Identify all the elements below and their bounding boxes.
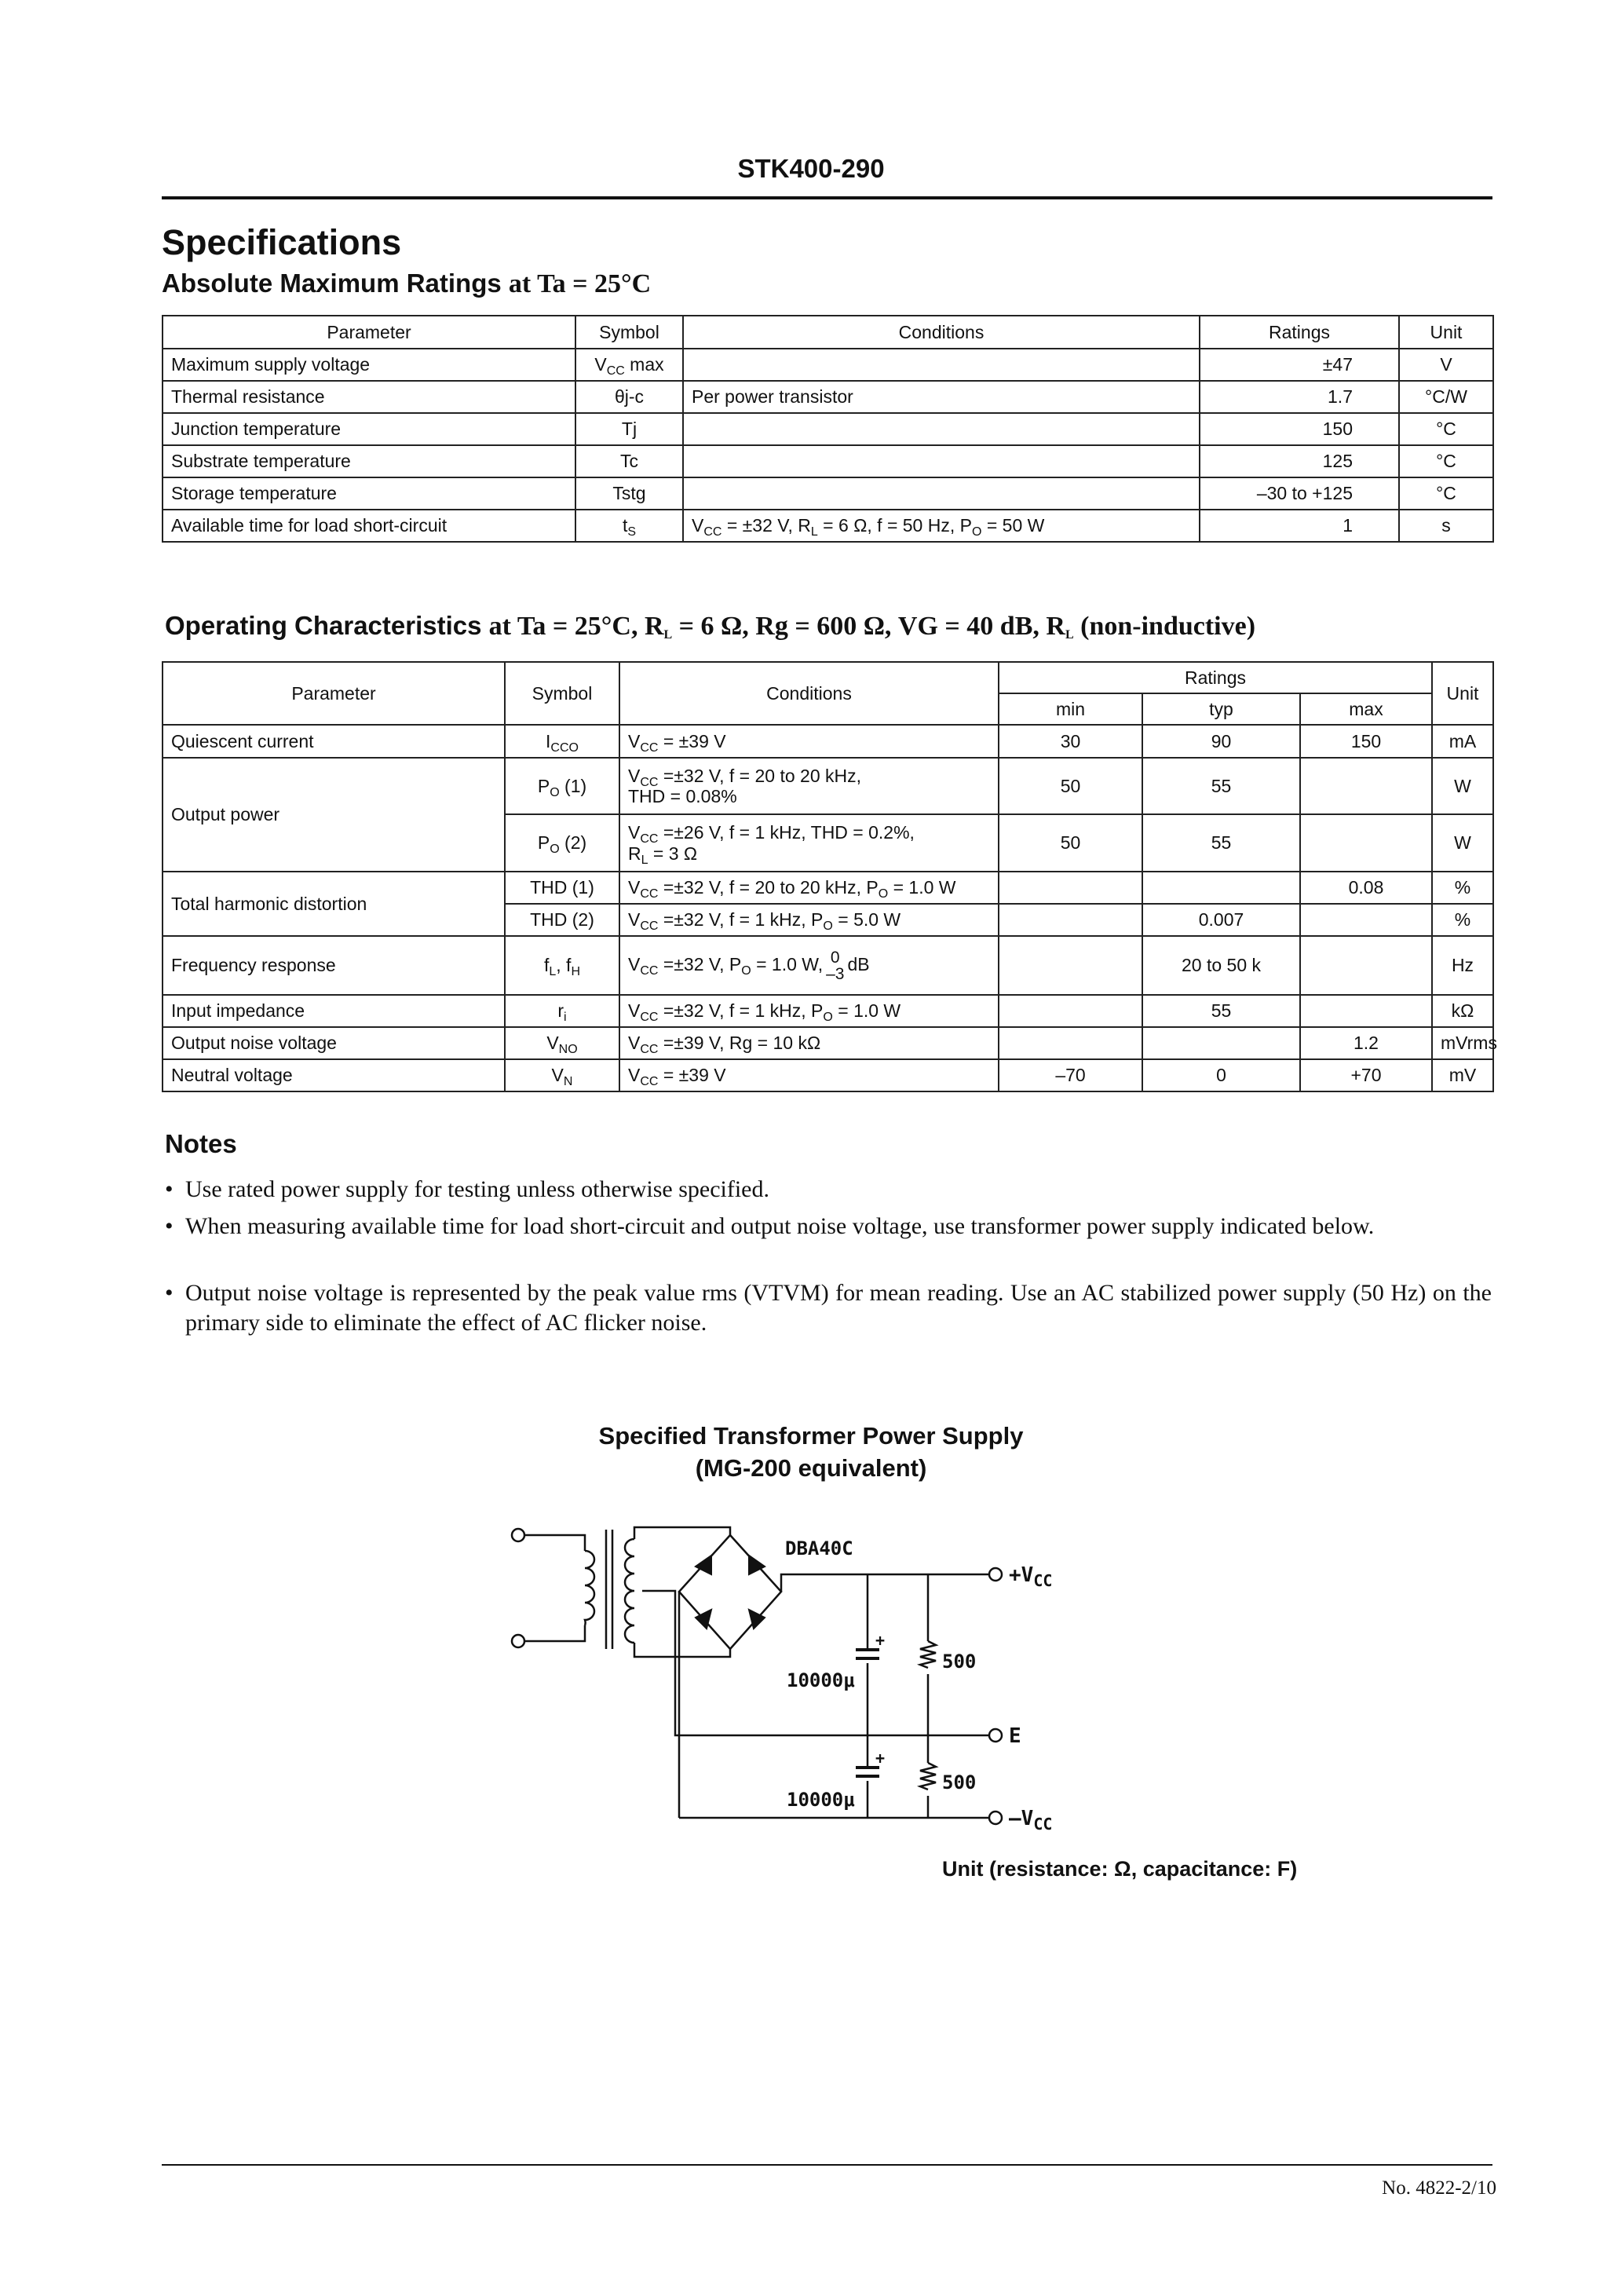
unit-cell: kΩ [1432, 995, 1493, 1027]
min-cell [999, 936, 1142, 995]
table-row [163, 349, 1493, 381]
positive-supply-label: $+V_{CC}$ [1009, 1563, 1053, 1590]
condition-cell: Per power transistor [683, 381, 1200, 413]
table-row [163, 995, 1493, 1027]
table-row [163, 725, 1493, 758]
typ-cell [1142, 1027, 1300, 1059]
tolerance-fraction: 0 –3 [826, 948, 845, 983]
rating-cell: 125 [1200, 445, 1399, 477]
min-cell: 50 [999, 758, 1142, 814]
typ-cell: 0 [1142, 1059, 1300, 1091]
max-cell [1300, 995, 1432, 1027]
max-cell [1300, 814, 1432, 872]
condition-cell: $V_{CC} =\pm 26$ V, f = 1 kHz, THD = 0.2%, $R_L = 3$ Ω [619, 814, 999, 872]
condition-cell: $V_{CC} =\pm 32$ V, $P_O = 1.0$ W, 0 –3 dB [619, 936, 999, 995]
resistor-icon [920, 1641, 936, 1668]
min-cell [999, 1027, 1142, 1059]
operating-heading: Operating Characteristics at Ta = 25°C, $R_L = 6$ Ω, Rg = 600 Ω, VG = 40 dB, $R_L$ (non-inductive) [165, 611, 1256, 642]
typ-cell [1142, 872, 1300, 904]
bridge-rectifier [679, 1535, 781, 1649]
min-cell [999, 995, 1142, 1027]
wire [524, 1625, 585, 1641]
center-tap-wire [642, 1591, 928, 1735]
bullet: • [165, 1280, 174, 1306]
col-header: Unit [1432, 662, 1493, 725]
resistor-icon [920, 1763, 936, 1790]
param-cell: Available time for load short-circuit [163, 510, 575, 542]
bullet: • [165, 1213, 174, 1239]
col-header: Parameter [163, 316, 575, 349]
notes-title: Notes [165, 1129, 237, 1158]
capacitor-polarity: + [875, 1749, 886, 1768]
document-part-number: STK400-290 [737, 154, 885, 183]
table-row [163, 445, 1493, 477]
condition-cell [683, 445, 1200, 477]
primary-coil [585, 1551, 594, 1625]
condition-cell: $V_{CC} =\pm 39$ V, Rg = 10 kΩ [619, 1027, 999, 1059]
param-cell: Storage temperature [163, 477, 575, 510]
output-terminal [989, 1568, 1002, 1581]
symbol-cell: Tc [575, 445, 683, 477]
transformer-power-supply-schematic [471, 1492, 1178, 1837]
condition-cell [683, 477, 1200, 510]
condition-cell: $V_{CC} = \pm 32$ V, $R_L = 6$ Ω, f = 50 Hz, $P_O = 50$ W [683, 510, 1200, 542]
col-header: typ [1142, 693, 1300, 725]
output-terminal [989, 1729, 1002, 1742]
footer-rule [162, 2164, 1492, 2166]
table-row [163, 477, 1493, 510]
unit-cell: % [1432, 904, 1493, 936]
col-header: Conditions [683, 316, 1200, 349]
col-header: min [999, 693, 1142, 725]
condition-cell: $V_{CC} = \pm 39$ V [619, 1059, 999, 1091]
unit-cell: mV [1432, 1059, 1493, 1091]
typ-cell: 55 [1142, 814, 1300, 872]
capacitor-polarity: + [875, 1631, 886, 1650]
condition-cell [683, 349, 1200, 381]
symbol-cell: $I_{CCO}$ [505, 725, 619, 758]
param-cell: Thermal resistance [163, 381, 575, 413]
condition-cell: $V_{CC} =\pm 32$ V, f = 1 kHz, $P_O = 5.0$ W [619, 904, 999, 936]
rating-cell: 1 [1200, 510, 1399, 542]
unit-cell: s [1399, 510, 1493, 542]
secondary-coil [625, 1539, 634, 1643]
wire [634, 1643, 730, 1657]
table-row [163, 381, 1493, 413]
table-row [163, 1027, 1493, 1059]
min-cell: –70 [999, 1059, 1142, 1091]
bullet: • [165, 1176, 174, 1202]
rating-cell: 1.7 [1200, 381, 1399, 413]
bridge-label: DBA40C [785, 1537, 853, 1559]
wire [524, 1535, 585, 1551]
note-item: • When measuring available time for load short-circuit and output noise voltage, use transformer power supply indicated below. [165, 1212, 1492, 1241]
param-cell: Maximum supply voltage [163, 349, 575, 381]
typ-cell: 90 [1142, 725, 1300, 758]
capacitor-value: 10000μ [787, 1789, 855, 1811]
rating-cell: ±47 [1200, 349, 1399, 381]
condition-cell: $V_{CC} =\pm 32$ V, f = 1 kHz, $P_O = 1.0$ W [619, 995, 999, 1027]
page-number: No. 4822-2/10 [1382, 2177, 1496, 2199]
param-cell: Output power [163, 758, 505, 872]
resistor-value: 500 [942, 1771, 977, 1793]
typ-cell: 55 [1142, 758, 1300, 814]
symbol-cell: θj-c [575, 381, 683, 413]
operating-table [162, 661, 1497, 1092]
positive-rail [781, 1574, 919, 1592]
symbol-cell: $f_L$, $f_H$ [505, 936, 619, 995]
min-cell: 30 [999, 725, 1142, 758]
unit-cell: mVrms [1432, 1027, 1493, 1059]
specifications-title: Specifications [162, 222, 402, 262]
typ-cell: 0.007 [1142, 904, 1300, 936]
symbol-cell: Tstg [575, 477, 683, 510]
param-cell: Frequency response [163, 936, 505, 995]
note-item: • Output noise voltage is represented by the peak value rms (VTVM) for mean reading. Use an AC stabilized power supply (50 Hz) on the primary side to eliminate the effect of AC flicker noise. [165, 1280, 1492, 1336]
symbol-cell: $P_O$ (1) [505, 758, 619, 814]
symbol-cell: $r_i$ [505, 995, 619, 1027]
typ-cell: 20 to 50 k [1142, 936, 1300, 995]
table-row [163, 510, 1493, 542]
param-cell: Output noise voltage [163, 1027, 505, 1059]
col-header: Ratings [999, 662, 1432, 693]
diagram-unit-note: Unit (resistance: Ω, capacitance: F) [942, 1857, 1298, 1881]
symbol-cell: $V_N$ [505, 1059, 619, 1091]
max-cell [1300, 936, 1432, 995]
rating-cell: –30 to +125 [1200, 477, 1399, 510]
min-cell [999, 872, 1142, 904]
unit-cell: Hz [1432, 936, 1493, 995]
min-cell [999, 904, 1142, 936]
symbol-cell: $V_{NO}$ [505, 1027, 619, 1059]
symbol-cell: THD (1) [505, 872, 619, 904]
unit-cell: °C/W [1399, 381, 1493, 413]
typ-cell: 55 [1142, 995, 1300, 1027]
col-header: Unit [1399, 316, 1493, 349]
col-header: max [1300, 693, 1432, 725]
abs-max-heading: Absolute Maximum Ratings at Ta = 25°C [162, 269, 652, 298]
ground-label: E [1009, 1724, 1021, 1748]
table-row [163, 758, 1493, 814]
unit-cell: V [1399, 349, 1493, 381]
table-row [163, 936, 1493, 995]
param-cell: Quiescent current [163, 725, 505, 758]
col-header: Parameter [163, 662, 505, 725]
output-terminal [989, 1812, 1002, 1824]
ac-input-terminal [512, 1529, 524, 1541]
note-item: • Use rated power supply for testing unless otherwise specified. [165, 1175, 1492, 1205]
max-cell: 0.08 [1300, 872, 1432, 904]
col-header: Conditions [619, 662, 999, 725]
symbol-cell: Tj [575, 413, 683, 445]
abs-max-table [162, 315, 1494, 543]
max-cell [1300, 758, 1432, 814]
unit-cell: W [1432, 814, 1493, 872]
rating-cell: 150 [1200, 413, 1399, 445]
condition-cell: $V_{CC} = \pm 39$ V [619, 725, 999, 758]
unit-cell: mA [1432, 725, 1493, 758]
condition-cell: $V_{CC} =\pm 32$ V, f = 20 to 20 kHz, THD = 0.08% [619, 758, 999, 814]
min-cell: 50 [999, 814, 1142, 872]
symbol-cell: THD (2) [505, 904, 619, 936]
table-header-row [163, 662, 1493, 693]
col-header: Symbol [505, 662, 619, 725]
wire [634, 1527, 730, 1539]
col-header: Ratings [1200, 316, 1399, 349]
table-row [163, 872, 1493, 904]
negative-supply-label: $-V_{CC}$ [1009, 1807, 1053, 1834]
max-cell [1300, 904, 1432, 936]
unit-cell: °C [1399, 477, 1493, 510]
unit-cell: W [1432, 758, 1493, 814]
unit-cell: °C [1399, 413, 1493, 445]
condition-cell [683, 413, 1200, 445]
diagram-title: Specified Transformer Power Supply [598, 1422, 1024, 1450]
max-cell: 1.2 [1300, 1027, 1432, 1059]
param-cell: Substrate temperature [163, 445, 575, 477]
unit-cell: % [1432, 872, 1493, 904]
symbol-cell: $V_{CC}$ max [575, 349, 683, 381]
param-cell: Neutral voltage [163, 1059, 505, 1091]
col-header: Symbol [575, 316, 683, 349]
diagram-subtitle: (MG-200 equivalent) [695, 1454, 927, 1482]
max-cell: +70 [1300, 1059, 1432, 1091]
param-cell: Junction temperature [163, 413, 575, 445]
table-row [163, 413, 1493, 445]
symbol-cell: $P_O$ (2) [505, 814, 619, 872]
param-cell: Input impedance [163, 995, 505, 1027]
symbol-cell: $t_S$ [575, 510, 683, 542]
table-header-row [163, 316, 1493, 349]
param-cell: Total harmonic distortion [163, 872, 505, 936]
resistor-value: 500 [942, 1651, 977, 1673]
table-row [163, 1059, 1493, 1091]
condition-cell: $V_{CC} =\pm 32$ V, f = 20 to 20 kHz, $P_O = 1.0$ W [619, 872, 999, 904]
unit-cell: °C [1399, 445, 1493, 477]
capacitor-value: 10000μ [787, 1669, 855, 1691]
max-cell: 150 [1300, 725, 1432, 758]
ac-input-terminal [512, 1635, 524, 1647]
header-rule [162, 196, 1492, 199]
